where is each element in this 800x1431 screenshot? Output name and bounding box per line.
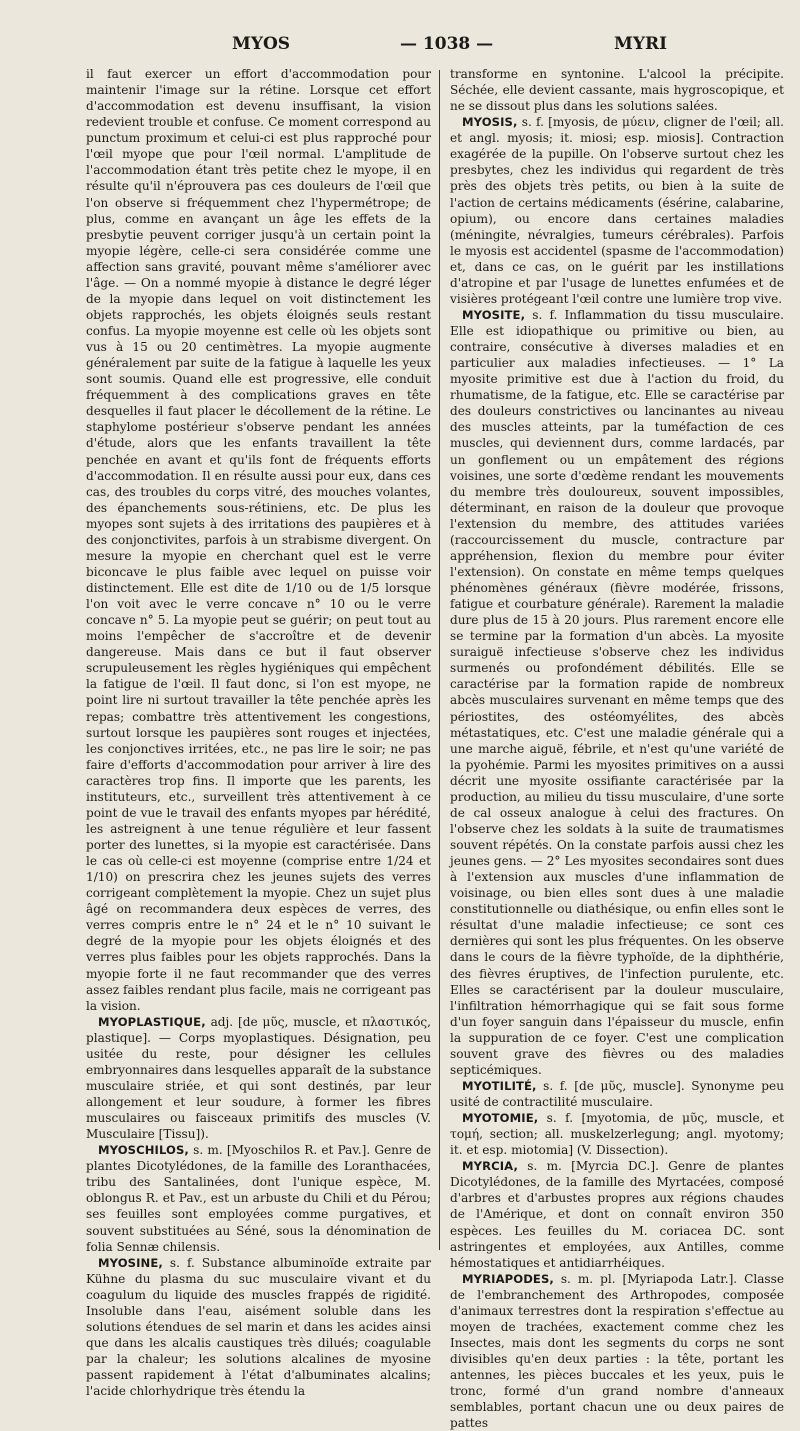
headword: MYOPLASTIQUE,	[98, 1014, 206, 1029]
left-column	[86, 66, 431, 1399]
headword: MYOSCHILOS,	[98, 1143, 189, 1158]
header-right-guide-word: MYRI	[614, 34, 668, 54]
entry-myriapodes	[450, 1271, 784, 1431]
entry-myrcia	[450, 1158, 784, 1270]
entry-body: s. m. [Myrcia DC.]. Genre de plantes Dicotylédones, de la famille des Myrtacées, composé d'arbres et d'arbustes propres aux régions chaudes de l'Amérique, et dont on connaît environ 350 espèces. Les feuilles du M. coriacea DC. sont astringentes et employées, aux Antilles, comme hémostatiques et antidiarrhéiques.	[450, 1159, 784, 1270]
entry-myotilite	[450, 1078, 784, 1110]
entry-body: adj. [de μῦς, muscle, et πλαστικός, plastique]. — Corps myoplastiques. Désignation, peu usitée du reste, pour désigner les cellules embryonnaires dans lesquelles apparaît de la substance musculaire striée, et qui sont destinés, par leur allongement et leur soudure, à former les fibres musculaires ou faisceaux primitifs des muscles (V. Musculaire [Tissu]).	[86, 1014, 431, 1142]
continued-paragraph: il faut exercer un effort d'accommodation pour maintenir l'image sur la rétine. Lorsque cet effort d'accommodation est devenu insuffisant, la vision redevient trouble et confuse. Ce moment correspond au punctum proximum et celui-ci est plus rapproché pour l'œil myope que pour l'œil normal. L'amplitude de l'accommodation étant très petite chez le myope, il en résulte qu'il n'éprouvera pas ces douleurs de l'œil que l'on observe si fréquemment chez l'hypermétrope; de plus, comme en avançant un âge les effets de la presbytie peuvent corriger jusqu'à un certain point la myopie légère, celle-ci sera considérée comme une affection sans gravité, pouvant même s'améliorer avec l'âge. — On a nommé myopie à distance le degré léger de la myopie dans lequel on voit distinctement les objets rapprochés, les objets éloignés seuls restant confus. La myopie moyenne est celle où les objets sont vus à 15 ou 20 centimètres. La myopie augmente généralement par suite de la fatigue à laquelle les yeux sont soumis. Quand elle est progressive, elle conduit fréquemment à des complications graves en tête desquelles il faut placer le décollement de la rétine. Le staphylome postérieur s'observe pendant les années d'étude, alors que les enfants travaillent la tête penchée en avant et qu'ils font de fréquents efforts d'accommodation. Il en résulte aussi pour eux, dans ces cas, des troubles du corps vitré, des mouches volantes, des épanchements sous-rétiniens, etc. De plus les myopes sont sujets à des irritations des paupières et à des conjonctivites, parfois à un strabisme divergent. On mesure la myopie en cherchant quel est le verre biconcave le plus faible avec lequel on puisse voir distinctement. Elle est dite de 1/10 ou de 1/5 lorsque l'on voit avec le verre concave n° 10 ou le verre concave n° 5. La myopie peut se guérir; on peut tout au moins l'empêcher de s'accroître et de devenir dangereuse. Mais dans ce but il faut observer scrupuleusement les règles hygiéniques qui empêchent la fatigue de l'œil. Il faut donc, si l'on est myope, ne point lire ni surtout travailler la tête penchée après les repas; combattre très attentivement les congestions, surtout lorsque les paupières sont rouges et injectées, les conjonctives irritées, etc., ne pas lire le soir; ne pas faire d'efforts d'accommodation pour arriver à lire des caractères trop fins. Il importe que les parents, les instituteurs, etc., surveillent très attentivement à ce point de vue le travail des enfants myopes par hérédité, les astreignent à une tenue régulière et leur fassent porter des lunettes, si la myopie est caractérisée. Dans le cas où celle-ci est moyenne (comprise entre 1/24 et 1/10) on prescrira chez les jeunes sujets des verres corrigeant complètement la myopie. Chez un sujet plus âgé on recommandera deux espèces de verres, des verres compris entre le n° 24 et le n° 10 suivant le degré de la myopie pour les objets éloignés et des verres plus faibles pour les objets rapprochés. Dans la myopie forte il ne faut recommander que des verres assez faibles rendant plus facile, mais ne corrigeant pas la vision.	[86, 67, 431, 1013]
running-header	[0, 34, 800, 64]
entry-body: s. f. [myosis, de μύειν, cligner de l'œil; all. et angl. myosis; it. miosi; esp. miosis]. Contraction exagérée de la pupille. On l'observe surtout chez les presbytes, chez les individus qui regardent de très près des objets très petits, ou bien à la suite de l'action de certains médicaments (ésérine, calabarine, opium), ou encore dans certaines maladies (méningite, névralgies, tumeurs cérébrales). Parfois le myosis est accidentel (spasme de l'accommodation) et, dans ce cas, on le guérit par les instillations d'atropine et par l'usage de lunettes enfumées et de visières protégeant l'œil contre une lumière trop vive.	[450, 115, 784, 306]
entry-body: s. f. Substance albuminoïde extraite par Kühne du plasma du suc musculaire vivant et du coagulum du liquide des muscles frappés de rigidité. Insoluble dans l'eau, aisément soluble dans les solutions étendues de sel marin et dans les acides ainsi que dans les alcalis caustiques très dilués; coagulable par la chaleur; les solutions alcalines de myosine passent rapidement à l'état d'albuminates alcalins; l'acide chlorhydrique très étendu la	[86, 1255, 431, 1399]
entry-body: s. m. pl. [Myriapoda Latr.]. Classe de l'embranchement des Arthropodes, composée d'animaux terrestres dont la respiration s'effectue au moyen de trachées, exactement comme chez les Insectes, mais dont les segments du corps ne sont divisibles qu'en deux parties : la tête, portant les antennes, les pièces buccales et les yeux, puis le tronc, formé d'un grand nombre d'anneaux semblables, portant chacun une ou deux paires de pattes	[450, 1271, 784, 1431]
headword: MYOTOMIE,	[462, 1111, 539, 1126]
column-divider	[439, 70, 440, 1250]
entry-body: s. f. [myotomia, de μῦς, muscle, et τομή, section; all. muskelzerlegung; angl. myotomy; it. et esp. miotomia] (V. Dissection).	[450, 1111, 784, 1158]
entry-myotomie	[450, 1110, 784, 1158]
headword: MYOSITE,	[462, 307, 526, 322]
entry-myosite	[450, 307, 784, 1078]
right-column	[450, 66, 784, 1431]
headword: MYOSIS,	[462, 115, 518, 130]
entry-myosis	[450, 114, 784, 307]
headword: MYOTILITÉ,	[462, 1078, 537, 1093]
page-number: — 1038 —	[400, 34, 494, 54]
entry-body: s. f. [de μῦς, muscle]. Synonyme peu usité de contractilité musculaire.	[450, 1078, 784, 1109]
entry-myoplastique	[86, 1014, 431, 1143]
continued-paragraph: transforme en syntonine. L'alcool la précipite. Séchée, elle devient cassante, mais hygroscopique, et ne se dissout plus dans les solutions salées.	[450, 67, 784, 114]
entry-myoschilos	[86, 1142, 431, 1254]
header-left-guide-word: MYOS	[232, 34, 291, 54]
entry-body: s. m. [Myoschilos R. et Pav.]. Genre de plantes Dicotylédones, de la famille des Loranthacées, tribu des Santalinées, dont l'unique espèce, M. oblongus R. et Pav., est un arbuste du Chili et du Pérou; ses feuilles sont employées comme purgatives, et souvent substituées au Séné, sous la dénomination de folia Sennæ chilensis.	[86, 1143, 431, 1254]
headword: MYRIAPODES,	[462, 1271, 554, 1286]
entry-myosine	[86, 1255, 431, 1400]
entry-body: s. f. Inflammation du tissu musculaire. Elle est idiopathique ou primitive ou bien, au contraire, consécutive à diverses maladies et en particulier aux maladies infectieuses. — 1° La myosite primitive est due à l'action du froid, du rhumatisme, de la fatigue, etc. Elle se caractérise par des douleurs constrictives ou lancinantes au niveau des muscles atteints, par la tuméfaction de ces muscles, qui deviennent durs, comme lardacés, par un gonflement ou un empâtement des régions voisines, une sorte d'œdème rendant les mouvements du membre très douloureux, souvent impossibles, déterminant, en raison de la douleur que provoque l'extension du membre, des attitudes variées (raccourcissement du muscle, contracture par appréhension, flexion du membre pour éviter l'extension). On constate en même temps quelques phénomènes généraux (fièvre modérée, frissons, fatigue et courbature générale). Rarement la maladie dure plus de 15 à 20 jours. Plus rarement encore elle se termine par la formation d'un abcès. La myosite suraiguë infectieuse s'observe chez les individus surmenés ou profondément débilités. Elle se caractérise par la formation rapide de nombreux abcès musculaires survenant en même temps que des périostites, des ostéomyélites, des abcès métastatiques, etc. C'est une maladie générale qui a une marche aiguë, fébrile, et n'est qu'une variété de la pyohémie. Parmi les myosites primitives on a aussi décrit une myosite ossifiante caractérisée par la production, au milieu du tissu musculaire, d'une sorte de cal osseux analogue à celui des fractures. On l'observe chez les soldats à la suite de traumatismes souvent répétés. On la constate parfois aussi chez les jeunes gens. — 2° Les myosites secondaires sont dues à l'extension aux muscles d'une inflammation de voisinage, ou bien elles sont dues à une maladie constitutionnelle ou diathésique, ou enfin elles sont le résultat d'une maladie infectieuse; ce sont ces dernières qui sont les plus fréquentes. On les observe dans le cours de la fièvre typhoïde, de la diphthérie, des fièvres éruptives, de l'infection purulente, etc. Elles se caractérisent par la douleur musculaire, l'infiltration hémorrhagique qui se fait sous forme d'un foyer sanguin dans l'épaisseur du muscle, enfin la suppuration de ce foyer. C'est une complication souvent grave des fièvres ou des maladies septicémiques.	[450, 307, 784, 1077]
headword: MYOSINE,	[98, 1255, 163, 1270]
headword: MYRCIA,	[462, 1159, 518, 1174]
